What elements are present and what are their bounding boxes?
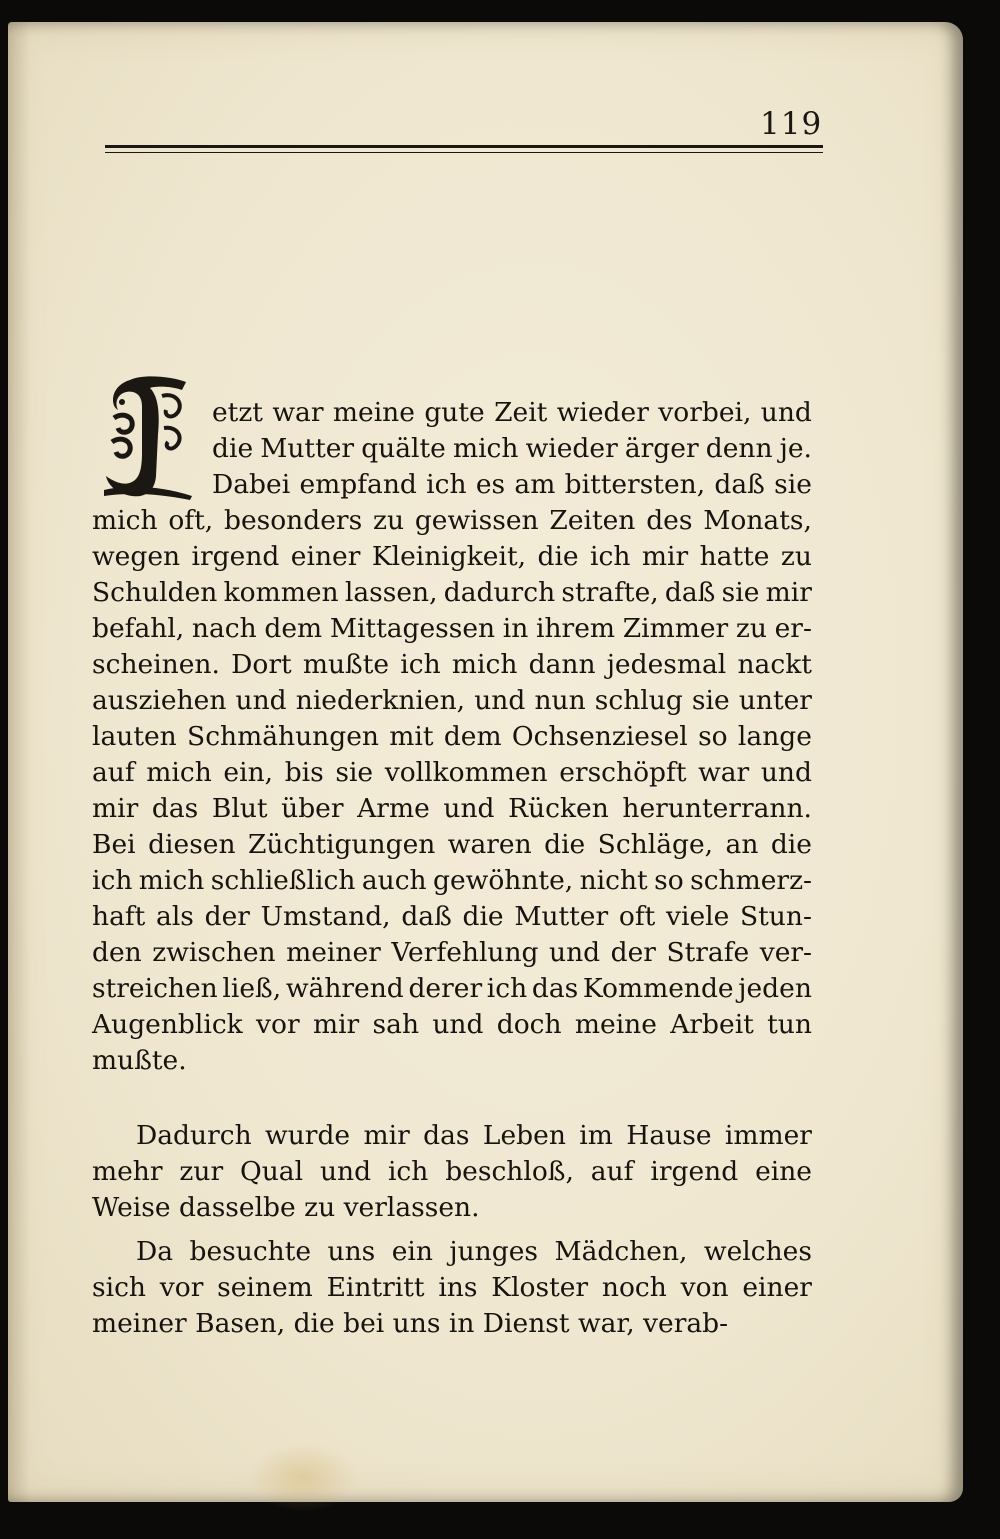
text-line: wegen irgend einer Kleinigkeit, die ich mir hatte zu xyxy=(92,541,812,572)
header-rule xyxy=(105,145,823,148)
header-rule-thin xyxy=(105,152,823,153)
text-line: befahl, nach dem Mittagessen in ihrem Zimmer zu er- xyxy=(92,613,812,644)
text-line: haft als der Umstand, daß die Mutter oft viele Stun- xyxy=(92,901,812,932)
text-line: etzt war meine gute Zeit wieder vorbei, und xyxy=(212,397,812,428)
text-line: Dadurch wurde mir das Leben im Hause immer xyxy=(136,1120,812,1151)
text-line: Bei diesen Züchtigungen waren die Schläge, an die xyxy=(92,829,812,860)
text-line: mehr zur Qual und ich beschloß, auf irgend eine xyxy=(92,1156,812,1187)
text-line: ausziehen und niederknien, und nun schlug sie unter xyxy=(92,685,812,716)
paragraph-3 xyxy=(92,1234,812,1342)
page-number: 119 xyxy=(760,106,823,142)
text-line: scheinen. Dort mußte ich mich dann jedesmal nackt xyxy=(92,649,812,680)
text-line: lauten Schmähungen mit dem Ochsenziesel so lange xyxy=(92,721,812,752)
text-line: mich oft, besonders zu gewissen Zeiten des Monats, xyxy=(92,505,812,536)
text-line: Dabei empfand ich es am bittersten, daß sie xyxy=(212,469,812,500)
text-line: ich mich schließlich auch gewöhnte, nicht so schmerz- xyxy=(92,865,812,896)
text-line: Augenblick vor mir sah und doch meine Arbeit tun xyxy=(92,1009,812,1040)
text-line: mir das Blut über Arme und Rücken herunterrann. xyxy=(92,793,812,824)
text-line: streichen ließ, während derer ich das Kommende jeden xyxy=(92,973,812,1004)
paper-stain xyxy=(248,1442,358,1512)
text-line: meiner Basen, die bei uns in Dienst war, verab- xyxy=(92,1308,729,1339)
text-line: Weise dasselbe zu verlassen. xyxy=(92,1192,480,1223)
text-line: den zwischen meiner Verfehlung und der Strafe ver- xyxy=(92,937,812,968)
text-line: mußte. xyxy=(92,1045,187,1076)
spine-shadow xyxy=(8,22,30,1502)
text-line: Da besuchte uns ein junges Mädchen, welches xyxy=(136,1236,812,1267)
text-line: auf mich ein, bis sie vollkommen erschöpft war und xyxy=(92,757,812,788)
text-line: die Mutter quälte mich wieder ärger denn je. xyxy=(212,433,812,464)
paragraph-2 xyxy=(92,1118,812,1226)
text-line: sich vor seinem Eintritt ins Kloster noch von einer xyxy=(92,1272,812,1303)
paragraph-1 xyxy=(92,395,812,1079)
text-line: Schulden kommen lassen, dadurch strafte, daß sie mir xyxy=(92,577,812,608)
